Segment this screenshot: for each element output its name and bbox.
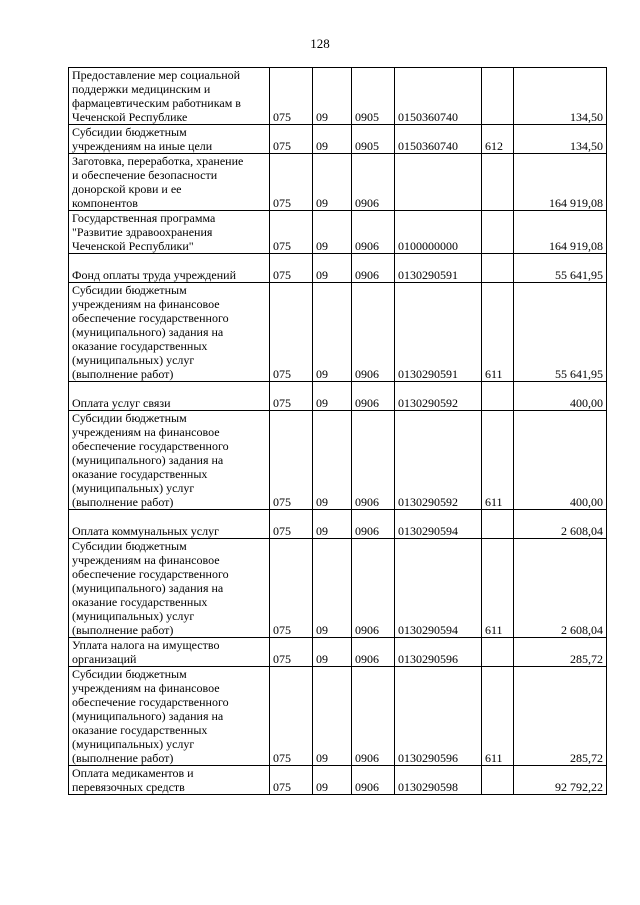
target-article-cell: 0130290592	[395, 382, 482, 411]
section-code-cell: 09	[313, 766, 352, 795]
subsection-code-cell: 0906	[352, 382, 395, 411]
table-row	[69, 638, 607, 667]
ministry-code-cell: 075	[270, 667, 313, 766]
ministry-code-cell: 075	[270, 68, 313, 125]
table-row	[69, 382, 607, 411]
row-name-cell: Субсидии бюджетным учреждениям на иные цели	[69, 125, 270, 154]
target-article-cell	[395, 154, 482, 211]
row-name-cell: Субсидии бюджетным учреждениям на финансовое обеспечение государственного (муниципального) задания на оказание государственных (муниципальных) услуг (выполнение работ)	[69, 411, 270, 510]
budget-table	[68, 67, 607, 795]
amount-cell: 92 792,22	[514, 766, 607, 795]
ministry-code-cell: 075	[270, 411, 313, 510]
amount-cell: 400,00	[514, 411, 607, 510]
row-name-cell: Субсидии бюджетным учреждениям на финансовое обеспечение государственного (муниципального) задания на оказание государственных (муниципальных) услуг (выполнение работ)	[69, 667, 270, 766]
subsection-code-cell: 0906	[352, 411, 395, 510]
amount-cell: 400,00	[514, 382, 607, 411]
expense-type-cell	[482, 638, 514, 667]
amount-cell: 285,72	[514, 638, 607, 667]
row-name-cell: Оплата коммунальных услуг	[69, 510, 270, 539]
table-row	[69, 510, 607, 539]
table-row	[69, 254, 607, 283]
budget-table-body	[69, 68, 607, 795]
ministry-code-cell: 075	[270, 283, 313, 382]
section-code-cell: 09	[313, 510, 352, 539]
target-article-cell: 0130290598	[395, 766, 482, 795]
amount-cell: 2 608,04	[514, 510, 607, 539]
expense-type-cell	[482, 766, 514, 795]
row-name-cell: Государственная программа "Развитие здравоохранения Чеченской Республики"	[69, 211, 270, 254]
table-row	[69, 154, 607, 211]
target-article-cell: 0100000000	[395, 211, 482, 254]
row-name-cell: Фонд оплаты труда учреждений	[69, 254, 270, 283]
subsection-code-cell: 0906	[352, 510, 395, 539]
expense-type-cell	[482, 382, 514, 411]
row-name-cell: Заготовка, переработка, хранение и обеспечение безопасности донорской крови и ее компонентов	[69, 154, 270, 211]
section-code-cell: 09	[313, 68, 352, 125]
expense-type-cell	[482, 211, 514, 254]
section-code-cell: 09	[313, 125, 352, 154]
row-name-cell: Субсидии бюджетным учреждениям на финансовое обеспечение государственного (муниципального) задания на оказание государственных (муниципальных) услуг (выполнение работ)	[69, 539, 270, 638]
ministry-code-cell: 075	[270, 766, 313, 795]
row-name-cell: Оплата услуг связи	[69, 382, 270, 411]
target-article-cell: 0130290592	[395, 411, 482, 510]
expense-type-cell	[482, 254, 514, 283]
expense-type-cell	[482, 154, 514, 211]
section-code-cell: 09	[313, 283, 352, 382]
section-code-cell: 09	[313, 154, 352, 211]
expense-type-cell: 611	[482, 411, 514, 510]
target-article-cell: 0130290591	[395, 254, 482, 283]
target-article-cell: 0150360740	[395, 125, 482, 154]
section-code-cell: 09	[313, 411, 352, 510]
row-name-cell: Оплата медикаментов и перевязочных средств	[69, 766, 270, 795]
table-row	[69, 125, 607, 154]
amount-cell: 164 919,08	[514, 211, 607, 254]
target-article-cell: 0130290594	[395, 510, 482, 539]
amount-cell: 164 919,08	[514, 154, 607, 211]
table-row	[69, 68, 607, 125]
section-code-cell: 09	[313, 667, 352, 766]
ministry-code-cell: 075	[270, 510, 313, 539]
row-name-cell: Уплата налога на имущество организаций	[69, 638, 270, 667]
expense-type-cell: 611	[482, 667, 514, 766]
amount-cell: 285,72	[514, 667, 607, 766]
table-row	[69, 283, 607, 382]
table-row	[69, 539, 607, 638]
section-code-cell: 09	[313, 382, 352, 411]
subsection-code-cell: 0906	[352, 539, 395, 638]
subsection-code-cell: 0905	[352, 68, 395, 125]
section-code-cell: 09	[313, 254, 352, 283]
ministry-code-cell: 075	[270, 211, 313, 254]
table-row	[69, 766, 607, 795]
ministry-code-cell: 075	[270, 125, 313, 154]
table-row	[69, 211, 607, 254]
expense-type-cell	[482, 68, 514, 125]
ministry-code-cell: 075	[270, 638, 313, 667]
ministry-code-cell: 075	[270, 254, 313, 283]
amount-cell: 2 608,04	[514, 539, 607, 638]
subsection-code-cell: 0906	[352, 154, 395, 211]
expense-type-cell: 611	[482, 539, 514, 638]
table-row	[69, 411, 607, 510]
expense-type-cell: 612	[482, 125, 514, 154]
expense-type-cell: 611	[482, 283, 514, 382]
section-code-cell: 09	[313, 638, 352, 667]
target-article-cell: 0130290594	[395, 539, 482, 638]
subsection-code-cell: 0906	[352, 667, 395, 766]
row-name-cell: Предоставление мер социальной поддержки медицинским и фармацевтическим работникам в Чеченской Республике	[69, 68, 270, 125]
row-name-cell: Субсидии бюджетным учреждениям на финансовое обеспечение государственного (муниципального) задания на оказание государственных (муниципальных) услуг (выполнение работ)	[69, 283, 270, 382]
target-article-cell: 0130290591	[395, 283, 482, 382]
amount-cell: 55 641,95	[514, 283, 607, 382]
subsection-code-cell: 0906	[352, 638, 395, 667]
target-article-cell: 0130290596	[395, 667, 482, 766]
subsection-code-cell: 0906	[352, 766, 395, 795]
table-row	[69, 667, 607, 766]
subsection-code-cell: 0906	[352, 283, 395, 382]
ministry-code-cell: 075	[270, 382, 313, 411]
amount-cell: 134,50	[514, 68, 607, 125]
subsection-code-cell: 0906	[352, 211, 395, 254]
amount-cell: 134,50	[514, 125, 607, 154]
target-article-cell: 0130290596	[395, 638, 482, 667]
expense-type-cell	[482, 510, 514, 539]
ministry-code-cell: 075	[270, 154, 313, 211]
page-number: 128	[310, 36, 330, 51]
section-code-cell: 09	[313, 211, 352, 254]
target-article-cell: 0150360740	[395, 68, 482, 125]
section-code-cell: 09	[313, 539, 352, 638]
amount-cell: 55 641,95	[514, 254, 607, 283]
subsection-code-cell: 0906	[352, 254, 395, 283]
ministry-code-cell: 075	[270, 539, 313, 638]
subsection-code-cell: 0905	[352, 125, 395, 154]
